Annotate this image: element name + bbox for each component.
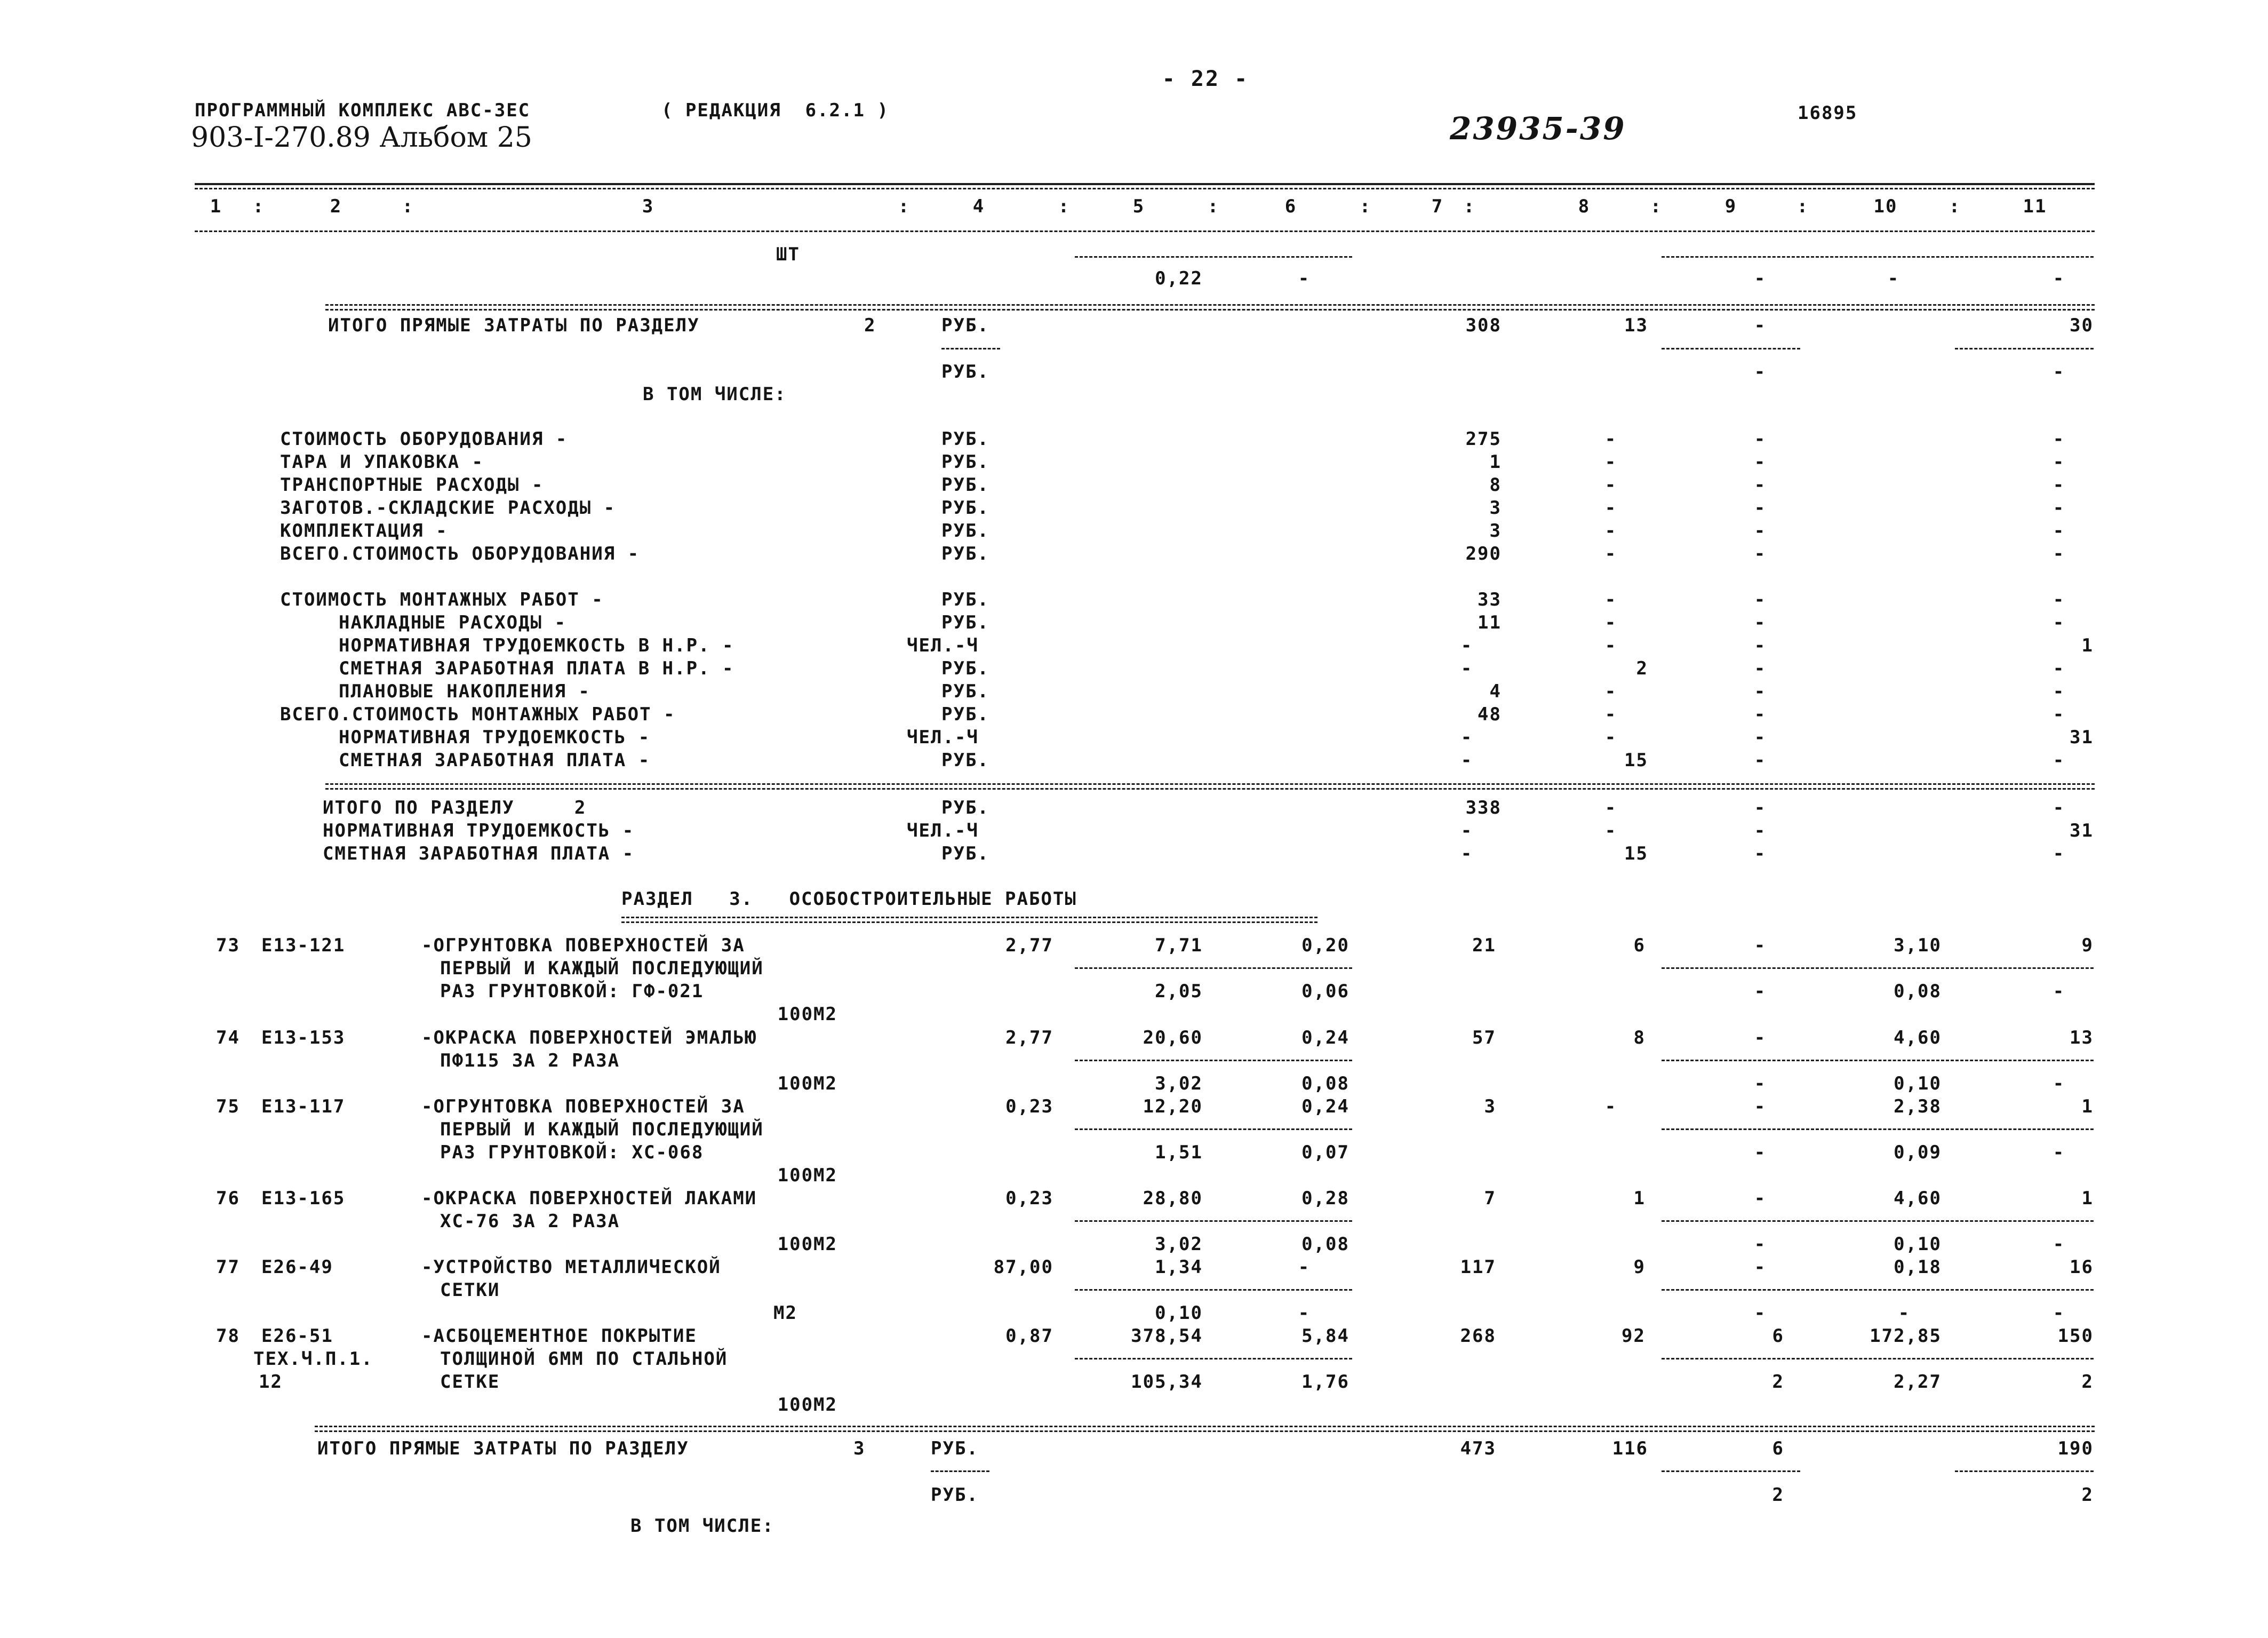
header-rule-top [195, 183, 2095, 185]
top-c6: - [1298, 268, 1311, 289]
header-rule-bottom [195, 230, 2095, 232]
col-header-3: 3 [642, 196, 654, 217]
col-header-7: 7 [1431, 196, 1444, 217]
edition: ( РЕДАКЦИЯ 6.2.1 ) [661, 100, 889, 121]
top-c10: - [1887, 268, 1900, 289]
top-c11: - [2053, 268, 2065, 289]
section2-total-rule [325, 304, 2095, 306]
col-header-8: 8 [1578, 196, 1591, 217]
top-c9: - [1754, 268, 1767, 289]
section3-total-rule [315, 1426, 2095, 1427]
col-header-11: 11 [2023, 196, 2047, 217]
col-header-5: 5 [1132, 196, 1145, 217]
stamp-number: 23935-39 [1450, 110, 1626, 147]
unit-top: ШТ [776, 244, 800, 265]
doc-code: 16895 [1798, 102, 1858, 124]
top-c5: 0,22 [1155, 268, 1203, 289]
col-header-1: 1 [210, 196, 222, 217]
including-label-1: В ТОМ ЧИСЛЕ: [643, 384, 787, 405]
section3-title: РАЗДЕЛ 3. ОСОБОСТРОИТЕЛЬНЫЕ РАБОТЫ [621, 888, 1077, 910]
col-header-9: 9 [1724, 196, 1737, 217]
page-number: - 22 - [1162, 67, 1249, 91]
section3-total-label: ИТОГО ПРЯМЫЕ ЗАТРАТЫ ПО РАЗДЕЛУ [317, 1438, 689, 1459]
including-label-2: В ТОМ ЧИСЛЕ: [630, 1515, 774, 1537]
header-rule-top-2 [195, 188, 2095, 189]
section3-title-underline [621, 917, 1317, 918]
album-reference: 903-I-270.89 Альбом 25 [191, 122, 532, 154]
col-header-10: 10 [1873, 196, 1898, 217]
col-header-2: 2 [330, 196, 342, 217]
section2-summary-rule [325, 783, 2095, 785]
col-header-4: 4 [972, 196, 985, 217]
program-name: ПРОГРАММНЫЙ КОМПЛЕКС АВС-3ЕС [195, 100, 531, 121]
col-header-6: 6 [1284, 196, 1297, 217]
section2-total-label: ИТОГО ПРЯМЫЕ ЗАТРАТЫ ПО РАЗДЕЛУ [328, 315, 700, 336]
